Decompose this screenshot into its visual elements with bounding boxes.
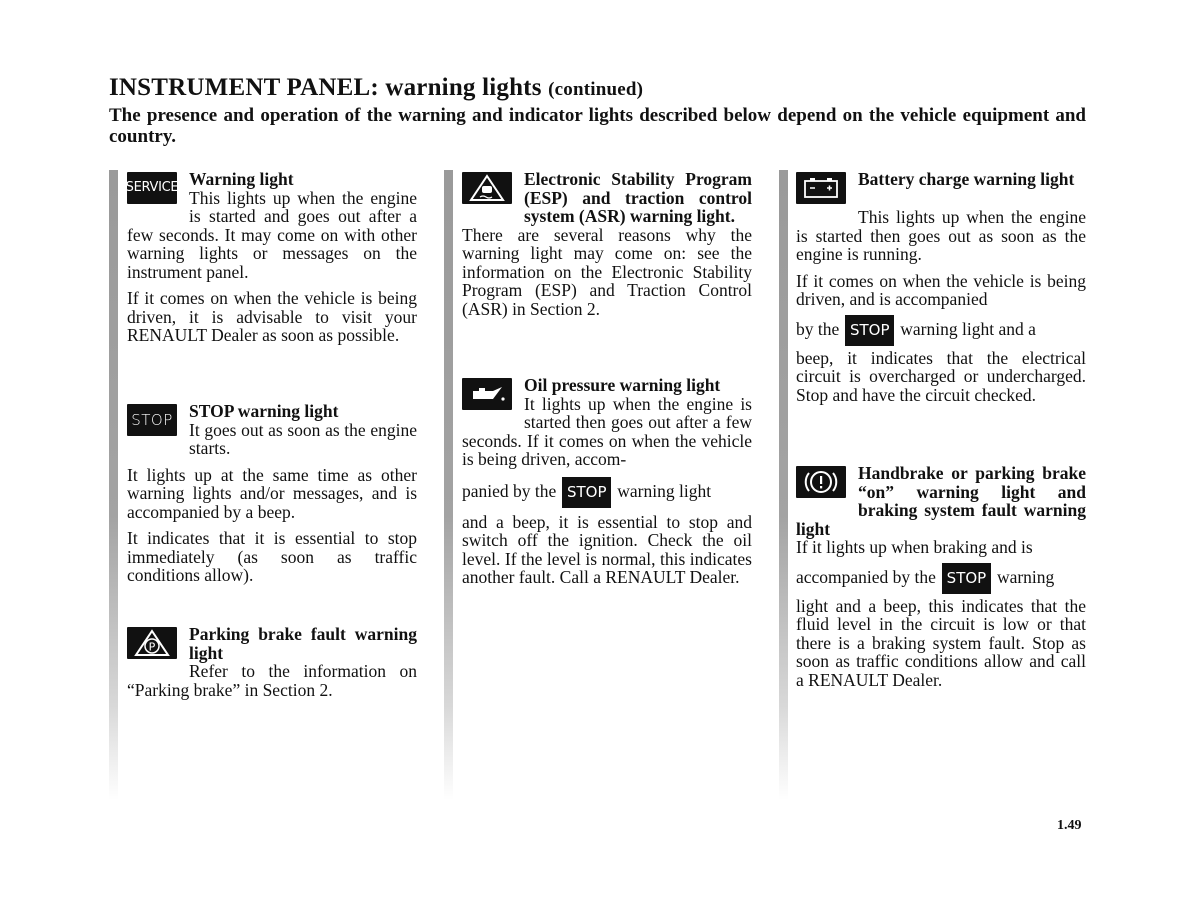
battery-icon	[796, 172, 846, 204]
section-esp	[462, 170, 752, 326]
title-main: INSTRUMENT PANEL: warning lights	[109, 74, 542, 101]
paragraph: and a beep, it is essential to stop and switch off the ignition. Check the oil level. If the level is normal, this indicates another fault. Call a RENAULT Dealer.	[462, 511, 752, 587]
title-suffix: (continued)	[548, 79, 644, 100]
section-heading: Battery charge warning light	[858, 169, 1075, 189]
paragraph: panied by the STOP warning light	[462, 473, 752, 509]
paragraph: If it comes on when the vehicle is being driven, it is advisable to visit your RENAULT Dealer as soon as possible.	[127, 288, 417, 345]
section-service	[127, 170, 417, 353]
paragraph: by the STOP warning light and a	[796, 311, 1086, 347]
paragraph: beep, it indicates that the electrical circuit is overcharged or undercharged. Stop and have the circuit checked.	[796, 347, 1086, 405]
svg-text:P: P	[148, 640, 156, 654]
section-heading: Handbrake or parking brake “on” warning light and braking system fault warning light	[796, 463, 1086, 539]
section-parking-brake-fault	[127, 625, 417, 707]
stop-icon: STOP	[127, 404, 177, 436]
column-bar-middle	[444, 170, 453, 800]
paragraph: accompanied by the STOP warning	[796, 559, 1086, 595]
paragraph: If it comes on when the vehicle is being driven, and is accompanied	[796, 270, 1086, 309]
section-stop	[127, 402, 417, 593]
paragraph: This lights up when the engine is started and goes out after a few seconds. It may come on with other warning lights or messages on the instrument panel.	[127, 187, 417, 282]
paragraph: This lights up when the engine is started then goes out as soon as the engine is running.	[796, 207, 1086, 264]
esp-icon	[462, 172, 512, 204]
section-battery	[796, 170, 1086, 412]
paragraph: Refer to the information on “Parking brake” in Section 2.	[127, 661, 417, 700]
oil-can-icon	[462, 378, 512, 410]
section-heading: Parking brake fault warning light	[189, 624, 417, 663]
paragraph: There are several reasons why the warning light may come on: see the information on the Electronic Stability Program (ESP) and Traction Control (ASR) in Section 2.	[462, 224, 752, 319]
column-bar-right	[779, 170, 788, 800]
paragraph: It indicates that it is essential to stop immediately (as soon as traffic conditions allow).	[127, 528, 417, 585]
paragraph: If it lights up when braking and is	[796, 537, 1033, 557]
section-handbrake	[796, 464, 1086, 697]
paragraph: light and a beep, this indicates that the fluid level in the circuit is low or that there is a braking system fault. Stop as soon as traffic conditions allow and call a RENAULT Dealer.	[796, 595, 1086, 690]
section-oil-pressure	[462, 376, 752, 595]
parking-brake-fault-icon	[127, 627, 177, 659]
page-number: 1.49	[1057, 818, 1082, 833]
section-heading: Warning light	[189, 169, 294, 189]
stop-icon: STOP	[562, 477, 611, 508]
section-heading: Electronic Stability Program (ESP) and traction control system (ASR) warning light.	[524, 169, 752, 226]
paragraph: It goes out as soon as the engine starts.	[189, 419, 417, 458]
intro-paragraph: The presence and operation of the warning and indicator lights described below depend on the vehicle equipment and country.	[109, 105, 1086, 147]
paragraph: It lights up at the same time as other warning lights and/or messages, and is accompanied by a beep.	[127, 464, 417, 522]
stop-icon: STOP	[942, 563, 991, 594]
service-icon: SERVICE	[127, 172, 177, 204]
stop-icon: STOP	[845, 315, 894, 346]
column-bar-left	[109, 170, 118, 800]
paragraph: It lights up when the engine is started then goes out after a few seconds. If it comes on when the vehicle is being driven, accom-	[462, 393, 752, 469]
page-title	[109, 74, 643, 102]
section-heading: Oil pressure warning light	[524, 375, 721, 395]
section-heading: STOP warning light	[189, 401, 339, 421]
brake-warning-icon	[796, 466, 846, 498]
